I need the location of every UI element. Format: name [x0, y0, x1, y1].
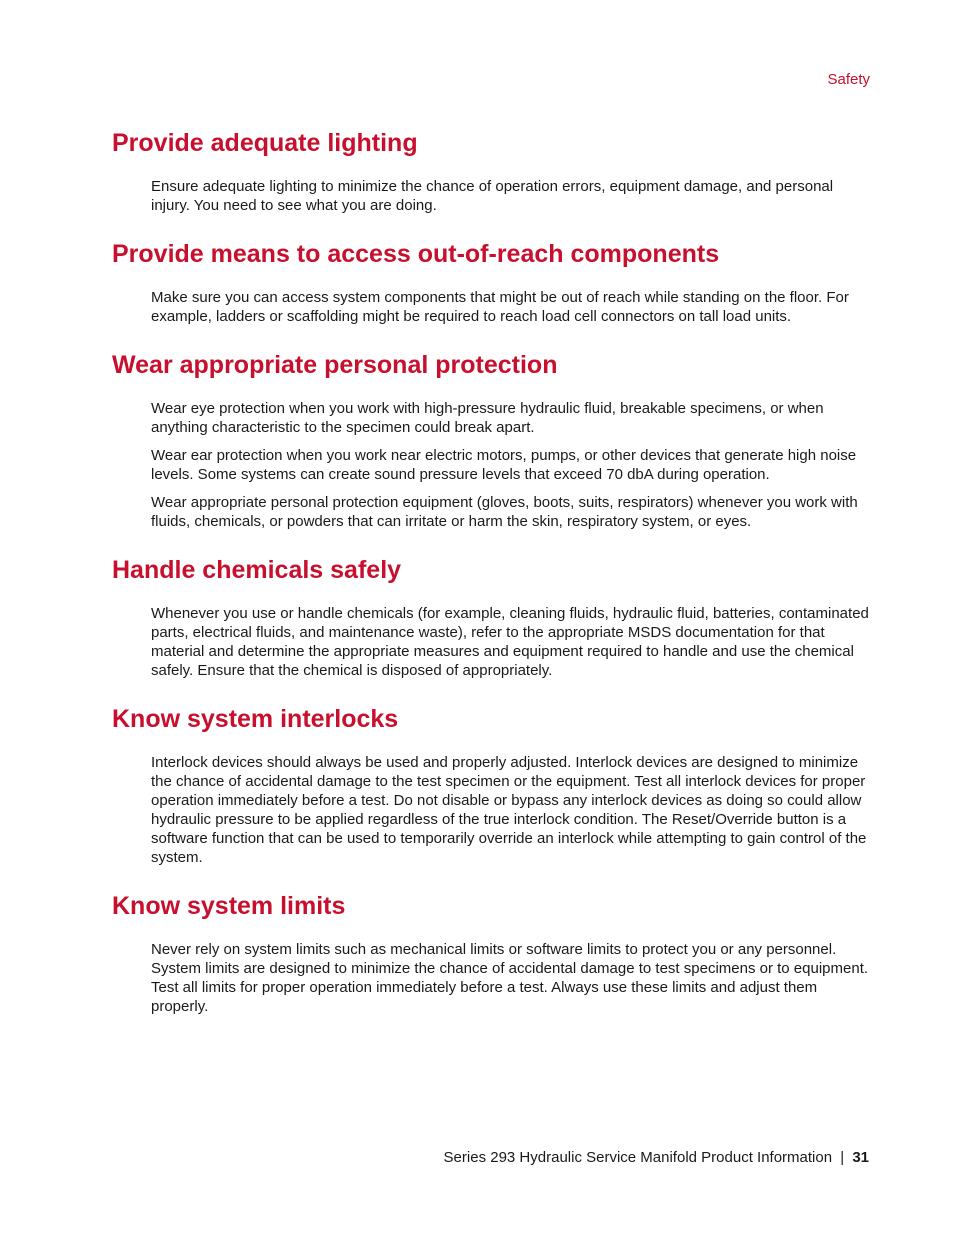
section-out-of-reach-components — [112, 238, 872, 326]
footer-doc-title: Series 293 Hydraulic Service Manifold Product Information — [443, 1149, 833, 1166]
section-body — [112, 753, 872, 867]
section-personal-protection — [112, 349, 872, 531]
section-body — [112, 177, 872, 215]
section-body — [112, 940, 872, 1016]
paragraph: Ensure adequate lighting to minimize the chance of operation errors, equipment damage, and personal injury. You need to see what you are doing. — [151, 178, 834, 214]
paragraph: Wear ear protection when you work near electric motors, pumps, or other devices that generate high noise levels. Some systems can create sound pressure levels that exceed 70 dbA during operation. — [151, 447, 857, 483]
page-footer — [444, 1149, 869, 1166]
section-handle-chemicals — [112, 554, 872, 680]
paragraph: Wear eye protection when you work with high-pressure hydraulic fluid, breakable specimens, or when anything characteristic to the specimen could break apart. — [151, 400, 824, 436]
section-title: Know system interlocks — [112, 705, 399, 733]
section-title: Provide adequate lighting — [112, 129, 418, 157]
section-system-limits — [112, 890, 872, 1016]
section-title: Know system limits — [112, 892, 346, 920]
running-header: Safety — [827, 71, 870, 88]
section-title: Provide means to access out-of-reach components — [112, 240, 720, 268]
section-adequate-lighting — [112, 127, 872, 215]
paragraph: Interlock devices should always be used and properly adjusted. Interlock devices are designed to minimize the chance of accidental damage to the test specimen or the equipment. Test all interlock devices for proper operation immediately before a test. Do not disable or bypass any interlock devices as doing so could allow hydraulic pressure to be applied regardless of the true interlock condition. The Reset/Override button is a software function that can be used to temporarily override an interlock while attempting to gain control of the system. — [151, 754, 867, 866]
paragraph: Make sure you can access system components that might be out of reach while standing on the floor. For example, ladders or scaffolding might be required to reach load cell connectors on tall load units. — [151, 289, 849, 325]
section-title: Wear appropriate personal protection — [112, 351, 558, 379]
section-body — [112, 604, 872, 680]
section-system-interlocks — [112, 703, 872, 867]
paragraph: Wear appropriate personal protection equipment (gloves, boots, suits, respirators) whenever you work with fluids, chemicals, or powders that can irritate or harm the skin, respiratory system, or eyes. — [151, 494, 858, 530]
footer-separator: | — [840, 1149, 845, 1166]
section-title: Handle chemicals safely — [112, 556, 402, 584]
section-body — [112, 288, 872, 326]
paragraph: Never rely on system limits such as mechanical limits or software limits to protect you or any personnel. System limits are designed to minimize the chance of accidental damage to test specimens or to equipment. Test all limits for proper operation immediately before a test. Always use these limits and adjust them properly. — [151, 941, 869, 1015]
paragraph: Whenever you use or handle chemicals (for example, cleaning fluids, hydraulic fluid, batteries, contaminated parts, electrical fluids, and maintenance waste), refer to the appropriate MSDS documentation for that material and determine the appropriate measures and equipment required to handle and use the chemical safely. Ensure that the chemical is disposed of appropriately. — [151, 605, 869, 679]
page-number: 31 — [852, 1149, 869, 1166]
page-content — [112, 127, 872, 1025]
section-body — [112, 399, 872, 531]
